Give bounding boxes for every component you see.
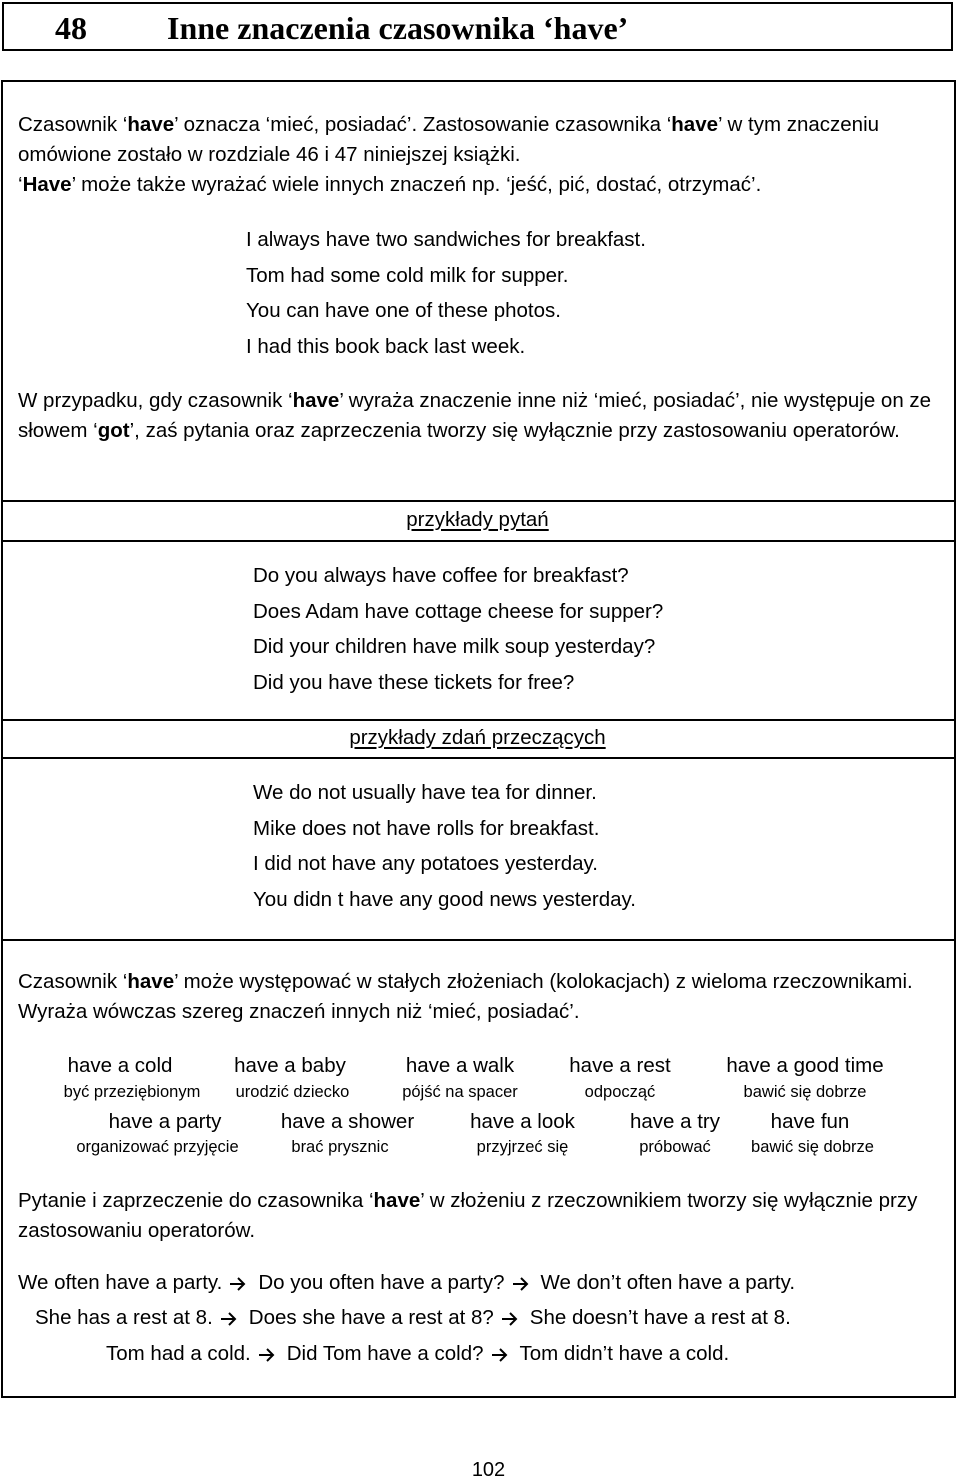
- arrow-right-icon: [492, 1348, 508, 1362]
- chapter-title: Inne znaczenia czasownika ‘have’: [167, 10, 629, 46]
- affirmative-sentence: She has a rest at 8.: [35, 1306, 213, 1329]
- collocation-meaning: odpocząć: [584, 1083, 656, 1101]
- question-example: Do you always have coffee for breakfast?: [253, 564, 629, 587]
- question-sentence: Does she have a rest at 8?: [248, 1306, 494, 1329]
- chapter-number: 48: [55, 10, 87, 46]
- arrow-right-icon: [513, 1277, 529, 1291]
- page-number: 102: [471, 1459, 506, 1481]
- negative-sentence: Tom didn’t have a cold.: [519, 1342, 730, 1365]
- collocation-phrase: have fun: [770, 1110, 850, 1133]
- collocation-phrase: have a walk: [405, 1054, 515, 1077]
- title-box: [2, 2, 953, 51]
- arrow-right-icon: [259, 1348, 275, 1362]
- transformation-row: [35, 1306, 791, 1330]
- collocation-meaning: organizować przyjęcie: [76, 1138, 239, 1156]
- example-sentence: You can have one of these photos.: [246, 299, 561, 322]
- questions-list: [253, 558, 663, 700]
- example-sentence: I had this book back last week.: [246, 334, 526, 358]
- transformation-row: [18, 1271, 795, 1295]
- divider-negatives: [1, 719, 956, 721]
- arrow-right-icon: [502, 1312, 518, 1326]
- questions-heading: przykłady pytań: [406, 508, 549, 531]
- rule-paragraph: W przypadku, gdy czasownik ‘have’ wyraża znaczenie inne niż ‘mieć, posiadać’, nie występuje on ze słowem ‘got’, zaś pytania oraz zaprzeczenia tworzy się wyłącznie przy zastosowaniu operatorów.: [18, 389, 932, 442]
- collocation-meaning: urodzić dziecko: [235, 1083, 350, 1101]
- negatives-list: [253, 775, 636, 917]
- collocation-meaning: bawić się dobrze: [751, 1138, 874, 1156]
- negative-example: I did not have any potatoes yesterday.: [253, 852, 598, 875]
- examples-list: [246, 222, 646, 364]
- negatives-heading-rule: [1, 757, 956, 759]
- collocation-meaning: przyjrzeć się: [476, 1138, 569, 1156]
- collocations-intro: Czasownik ‘have’ może występować w stałych złożeniach (kolokacjach) z wieloma rzeczownikami. Wyraża wówczas szereg znaczeń innych niż ‘mieć, posiadać’.: [18, 970, 913, 1023]
- operators-note: Pytanie i zaprzeczenie do czasownika ‘have’ w złożeniu z rzeczownikiem tworzy się wyłącznie przy zastosowaniu operatorów.: [18, 1189, 918, 1242]
- collocation-meaning: bawić się dobrze: [743, 1083, 867, 1101]
- collocation-phrase: have a try: [629, 1110, 721, 1133]
- collocation-phrase: have a look: [470, 1110, 575, 1133]
- collocation-phrase: have a rest: [569, 1054, 671, 1077]
- negative-example: We do not usually have tea for dinner.: [253, 781, 597, 804]
- collocation-phrase: have a shower: [280, 1110, 415, 1133]
- collocation-phrase: have a baby: [234, 1054, 346, 1077]
- collocation-meaning: próbować: [639, 1138, 711, 1156]
- transformation-row: [106, 1342, 729, 1366]
- collocation-meaning: brać prysznic: [291, 1138, 389, 1156]
- affirmative-sentence: Tom had a cold.: [106, 1342, 251, 1365]
- question-example: Did you have these tickets for free?: [253, 670, 575, 694]
- negative-example: Mike does not have rolls for breakfast.: [253, 816, 600, 840]
- collocation-phrase: have a party: [108, 1110, 222, 1133]
- collocation-meaning: pójść na spacer: [402, 1083, 518, 1101]
- questions-heading-rule: [1, 540, 956, 542]
- arrow-right-icon: [221, 1312, 237, 1326]
- question-example: Does Adam have cottage cheese for supper?: [253, 599, 664, 623]
- question-sentence: Do you often have a party?: [258, 1271, 505, 1294]
- divider-collocations: [1, 939, 956, 941]
- example-sentence: Tom had some cold milk for supper.: [246, 263, 569, 287]
- question-sentence: Did Tom have a cold?: [286, 1342, 484, 1365]
- negatives-heading: przykłady zdań przeczących: [349, 726, 606, 749]
- divider-questions: [1, 500, 956, 502]
- negative-example: You didn t have any good news yesterday.: [253, 887, 636, 911]
- arrow-right-icon: [230, 1277, 246, 1291]
- collocation-phrase: have a good time: [726, 1054, 884, 1077]
- negative-sentence: We don’t often have a party.: [540, 1271, 796, 1294]
- collocation-meaning: być przeziębionym: [63, 1083, 201, 1101]
- question-example: Did your children have milk soup yesterday?: [253, 635, 656, 658]
- collocation-phrase: have a cold: [67, 1054, 173, 1077]
- example-sentence: I always have two sandwiches for breakfast.: [246, 228, 646, 251]
- negative-sentence: She doesn’t have a rest at 8.: [529, 1306, 791, 1329]
- affirmative-sentence: We often have a party.: [18, 1271, 223, 1294]
- intro-paragraph: Czasownik ‘have’ oznacza ‘mieć, posiadać’. Zastosowanie czasownika ‘have’ w tym znaczeniu omówione zostało w rozdziale 46 i 47 niniejszej książki. ‘Have’ może także wyrażać wiele innych znaczeń np. ‘jeść, pić, dostać, otrzymać’.: [18, 113, 880, 196]
